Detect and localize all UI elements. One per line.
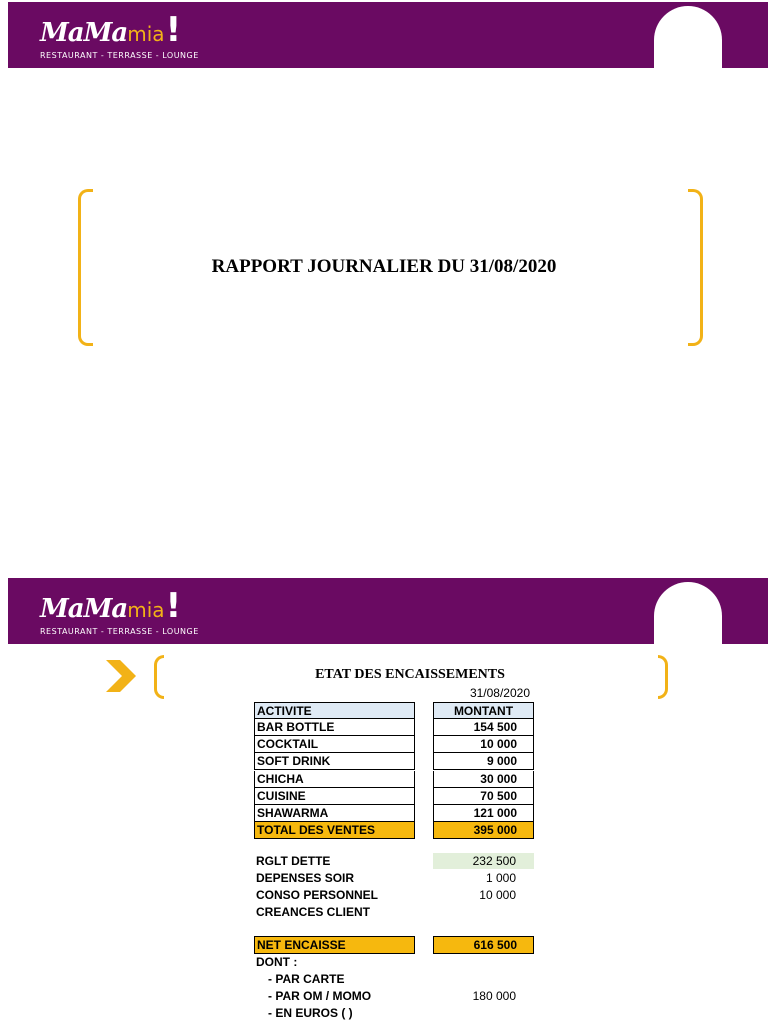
header-banner-2 bbox=[8, 578, 768, 644]
table-row-amount: 121 000 bbox=[433, 805, 534, 822]
adjustment-row-label: DEPENSES SOIR bbox=[256, 871, 355, 885]
logo-exclamation: ! bbox=[165, 10, 182, 50]
adjustment-row-amount: 232 500 bbox=[433, 853, 534, 869]
report-title: RAPPORT JOURNALIER DU 31/08/2020 bbox=[211, 256, 557, 277]
adjustment-row-label: RGLT DETTE bbox=[256, 854, 331, 868]
net-row-label: NET ENCAISSE bbox=[254, 936, 415, 954]
breakdown-row-label: - EN EUROS ( ) bbox=[268, 1006, 353, 1020]
table-row-label: BAR BOTTLE bbox=[254, 719, 415, 736]
mamamia-logo-2 bbox=[40, 586, 199, 636]
net-row-amount: 616 500 bbox=[433, 936, 534, 954]
breakdown-row-label: - PAR CARTE bbox=[268, 972, 345, 986]
table-row-label: SHAWARMA bbox=[254, 805, 415, 822]
decorative-shape bbox=[654, 6, 722, 68]
breakdown-row-amount: 180 000 bbox=[472, 989, 516, 1003]
logo-tagline: RESTAURANT - TERRASSE - LOUNGE bbox=[40, 627, 199, 636]
logo-tagline: RESTAURANT - TERRASSE - LOUNGE bbox=[40, 51, 199, 60]
table-row-label: CHICHA bbox=[254, 771, 415, 788]
logo-accent-text: mia bbox=[127, 598, 165, 622]
adjustment-row-amount: 1 000 bbox=[485, 871, 516, 885]
right-bracket-decoration-2 bbox=[658, 655, 668, 699]
adjustment-row-amount: 10 000 bbox=[479, 888, 516, 902]
table-row-amount: 30 000 bbox=[433, 771, 534, 788]
table-row-label: COCKTAIL bbox=[254, 736, 415, 753]
section-title: ETAT DES ENCAISSEMENTS bbox=[315, 667, 505, 682]
table-row-amount: 70 500 bbox=[433, 788, 534, 805]
adjustment-row-label: CREANCES CLIENT bbox=[256, 905, 371, 919]
header-banner bbox=[8, 2, 768, 68]
table-row-amount: 154 500 bbox=[433, 719, 534, 736]
decorative-shape bbox=[654, 582, 722, 644]
total-row-label: TOTAL DES VENTES bbox=[254, 822, 415, 839]
logo-main-text: MaMa bbox=[40, 594, 128, 624]
breakdown-row-label: - PAR OM / MOMO bbox=[268, 989, 372, 1003]
total-row-amount: 395 000 bbox=[433, 822, 534, 839]
chevron-right-icon bbox=[106, 660, 136, 692]
adjustment-row-label: CONSO PERSONNEL bbox=[256, 888, 379, 902]
left-bracket-decoration-2 bbox=[154, 655, 164, 699]
table-row-label: SOFT DRINK bbox=[254, 753, 415, 770]
table-row-label: CUISINE bbox=[254, 788, 415, 805]
report-date: 31/08/2020 bbox=[469, 686, 530, 700]
table-row-amount: 9 000 bbox=[433, 753, 534, 770]
column-header-activite: ACTIVITE bbox=[254, 702, 415, 719]
logo-exclamation: ! bbox=[165, 586, 182, 626]
table-row-amount: 10 000 bbox=[433, 736, 534, 753]
logo-main-text: MaMa bbox=[40, 18, 128, 48]
dont-label: DONT : bbox=[256, 955, 298, 969]
mamamia-logo bbox=[40, 10, 199, 60]
column-header-montant: MONTANT bbox=[433, 702, 534, 719]
logo-accent-text: mia bbox=[127, 22, 165, 46]
